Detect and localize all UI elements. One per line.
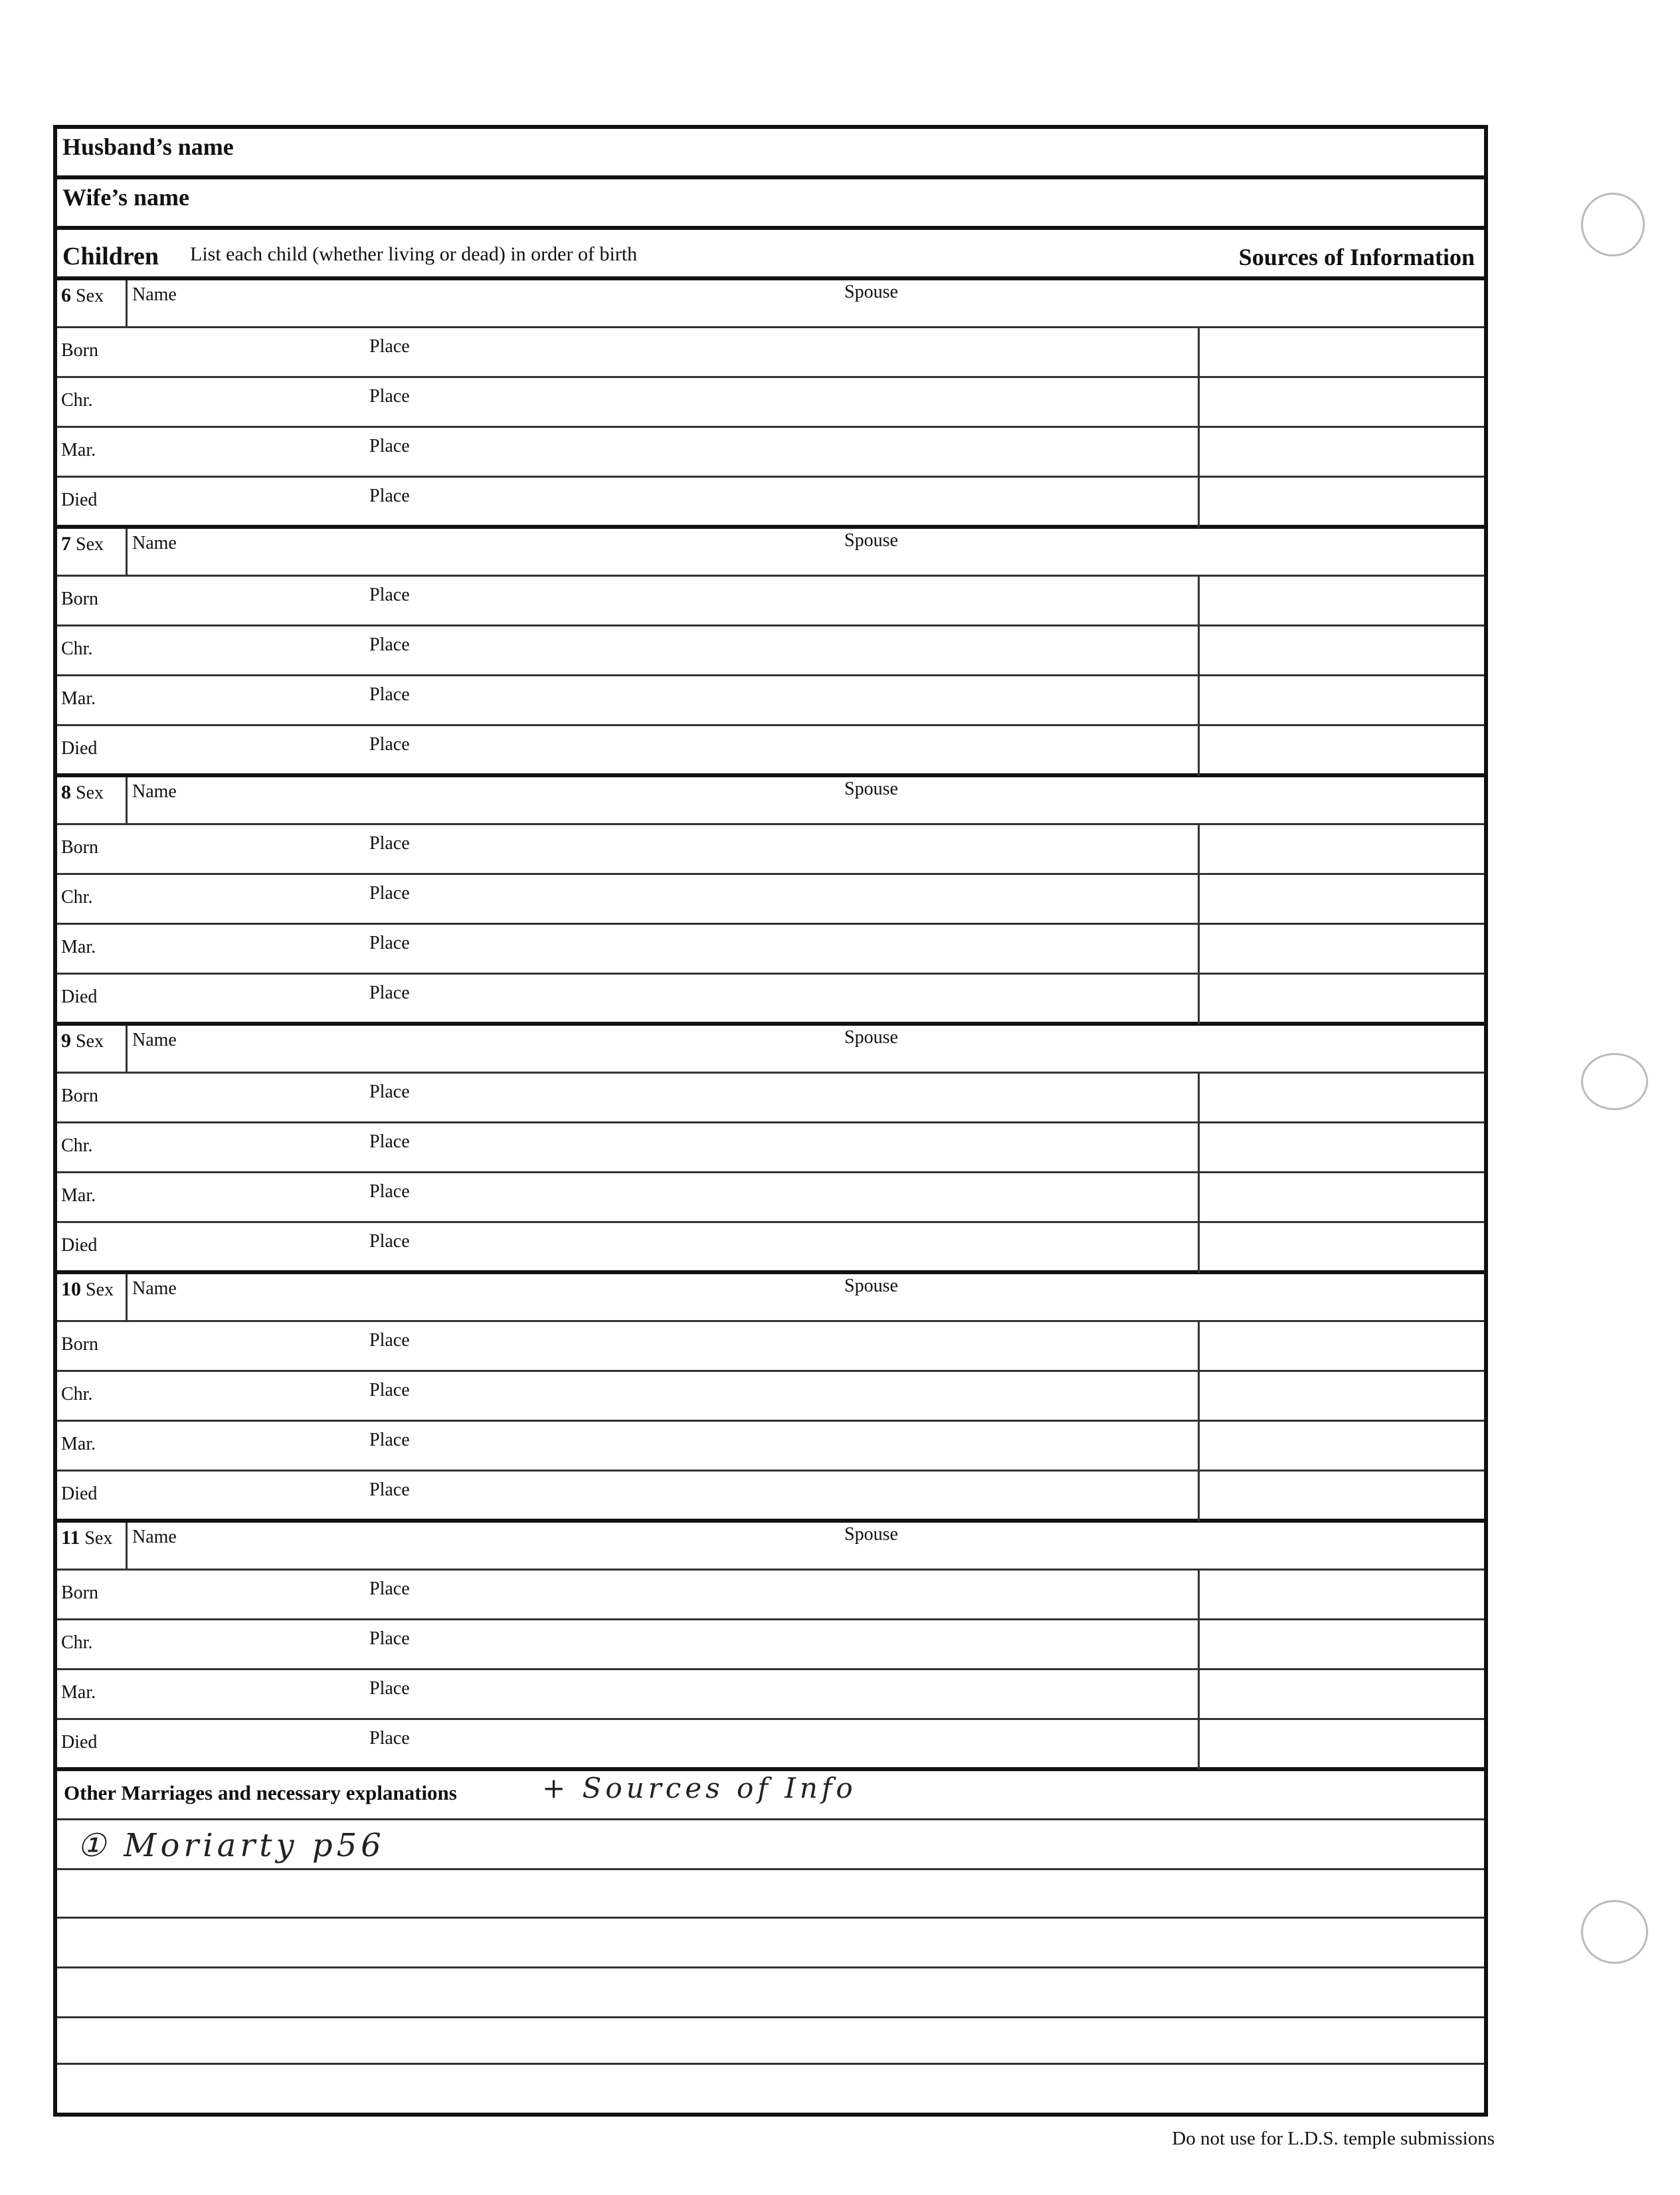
wife-row xyxy=(57,179,1484,230)
place-label: Place xyxy=(369,1231,410,1252)
child-mar-row xyxy=(57,1422,1484,1472)
sources-cell xyxy=(1198,378,1200,426)
sources-cell xyxy=(1198,875,1200,923)
place-label: Place xyxy=(369,684,410,705)
child-mar-row xyxy=(57,925,1484,975)
chr-label: Chr. xyxy=(61,887,93,907)
sources-cell xyxy=(1198,328,1200,376)
explanation-line xyxy=(57,2018,1484,2065)
place-label: Place xyxy=(369,734,410,755)
place-label: Place xyxy=(369,634,410,655)
wife-name-label: Wife’s name xyxy=(62,184,189,211)
explanation-line xyxy=(57,1968,1484,2018)
chr-label: Chr. xyxy=(61,390,93,411)
child-died-row xyxy=(57,1472,1484,1521)
name-label: Name xyxy=(132,533,177,553)
sources-cell xyxy=(1198,1074,1200,1121)
child-block xyxy=(57,777,1484,1026)
born-label: Born xyxy=(61,837,98,858)
child-born-row xyxy=(57,328,1484,378)
place-label: Place xyxy=(369,883,410,904)
child-name-row xyxy=(57,529,1484,577)
spouse-label: Spouse xyxy=(844,530,898,551)
place-label: Place xyxy=(369,1082,410,1102)
child-mar-row xyxy=(57,676,1484,726)
mar-label: Mar. xyxy=(61,1185,96,1206)
other-marriages-header xyxy=(57,1770,1484,1820)
child-chr-row xyxy=(57,378,1484,428)
place-label: Place xyxy=(369,486,410,506)
child-mar-row xyxy=(57,1173,1484,1223)
mar-label: Mar. xyxy=(61,937,96,957)
child-chr-row xyxy=(57,875,1484,925)
place-label: Place xyxy=(369,336,410,357)
child-name-row xyxy=(57,1026,1484,1074)
place-label: Place xyxy=(369,386,410,407)
place-label: Place xyxy=(369,1479,410,1500)
chr-label: Chr. xyxy=(61,1384,93,1404)
place-label: Place xyxy=(369,1131,410,1152)
binder-hole-middle xyxy=(1581,1053,1648,1110)
child-born-row xyxy=(57,1322,1484,1372)
place-label: Place xyxy=(369,1728,410,1749)
children-label: Children xyxy=(62,242,159,270)
sources-of-information-label: Sources of Information xyxy=(1238,244,1475,270)
chr-label: Chr. xyxy=(61,1135,93,1156)
sources-cell xyxy=(1198,478,1200,527)
child-number: 8 Sex xyxy=(61,781,104,803)
sources-cell xyxy=(1198,1670,1200,1718)
died-label: Died xyxy=(61,987,98,1007)
handwritten-sources-note: + Sources of Info xyxy=(542,1772,857,1804)
place-label: Place xyxy=(369,1330,410,1351)
place-label: Place xyxy=(369,1181,410,1202)
child-number: 11 Sex xyxy=(61,1527,113,1549)
child-block xyxy=(57,1523,1484,1771)
binder-hole-bottom xyxy=(1581,1900,1648,1964)
child-mar-row xyxy=(57,1670,1484,1720)
sources-cell xyxy=(1198,1620,1200,1668)
sources-cell xyxy=(1198,975,1200,1024)
died-label: Died xyxy=(61,1732,98,1753)
child-born-row xyxy=(57,1074,1484,1123)
sources-cell xyxy=(1198,626,1200,674)
sources-cell xyxy=(1198,1571,1200,1618)
mar-label: Mar. xyxy=(61,688,96,709)
sex-divider xyxy=(126,1026,128,1074)
explanation-line xyxy=(57,2065,1484,2109)
husband-name-label: Husband’s name xyxy=(62,134,234,160)
child-chr-row xyxy=(57,1123,1484,1173)
born-label: Born xyxy=(61,1582,98,1603)
name-label: Name xyxy=(132,1278,177,1299)
mar-label: Mar. xyxy=(61,1434,96,1454)
child-born-row xyxy=(57,1571,1484,1620)
place-label: Place xyxy=(369,1430,410,1450)
place-label: Place xyxy=(369,585,410,605)
sources-cell xyxy=(1198,428,1200,476)
other-marriages-label: Other Marriages and necessary explanations xyxy=(64,1781,457,1804)
name-label: Name xyxy=(132,781,177,802)
died-label: Died xyxy=(61,1483,98,1504)
handwritten-moriarty-note: ① Moriarty p56 xyxy=(77,1827,385,1864)
spouse-label: Spouse xyxy=(844,1524,898,1545)
child-number: 10 Sex xyxy=(61,1278,114,1300)
family-group-sheet xyxy=(53,125,1488,2117)
sex-divider xyxy=(126,777,128,825)
place-label: Place xyxy=(369,1628,410,1649)
sources-cell xyxy=(1198,1472,1200,1521)
chr-label: Chr. xyxy=(61,638,93,659)
sources-cell xyxy=(1198,1123,1200,1171)
born-label: Born xyxy=(61,589,98,609)
place-label: Place xyxy=(369,933,410,953)
place-label: Place xyxy=(369,1578,410,1599)
child-died-row xyxy=(57,1223,1484,1273)
sex-divider xyxy=(126,529,128,577)
footer-note: Do not use for L.D.S. temple submissions xyxy=(1172,2128,1495,2149)
spouse-label: Spouse xyxy=(844,282,898,302)
child-number: 7 Sex xyxy=(61,533,104,555)
child-block xyxy=(57,1274,1484,1523)
explanation-line xyxy=(57,1919,1484,1968)
child-name-row xyxy=(57,1274,1484,1322)
born-label: Born xyxy=(61,1086,98,1106)
child-died-row xyxy=(57,975,1484,1024)
children-instruction: List each child (whether living or dead) in order of birth xyxy=(190,243,638,265)
died-label: Died xyxy=(61,490,98,510)
sex-divider xyxy=(126,280,128,328)
sources-cell xyxy=(1198,1422,1200,1470)
sources-cell xyxy=(1198,676,1200,724)
name-label: Name xyxy=(132,1030,177,1050)
child-chr-row xyxy=(57,626,1484,676)
name-label: Name xyxy=(132,284,177,305)
child-block xyxy=(57,1026,1484,1274)
child-number: 6 Sex xyxy=(61,284,104,306)
other-marriages-section xyxy=(57,1770,1484,2113)
spouse-label: Spouse xyxy=(844,1276,898,1296)
child-number: 9 Sex xyxy=(61,1030,104,1052)
child-name-row xyxy=(57,280,1484,328)
child-mar-row xyxy=(57,428,1484,478)
place-label: Place xyxy=(369,1678,410,1699)
spouse-label: Spouse xyxy=(844,1027,898,1048)
child-died-row xyxy=(57,1720,1484,1770)
child-block xyxy=(57,529,1484,777)
sources-cell xyxy=(1198,577,1200,624)
sex-divider xyxy=(126,1274,128,1322)
sources-cell xyxy=(1198,825,1200,873)
born-label: Born xyxy=(61,340,98,361)
sources-cell xyxy=(1198,1223,1200,1273)
place-label: Place xyxy=(369,436,410,456)
died-label: Died xyxy=(61,1235,98,1256)
child-block xyxy=(57,280,1484,529)
mar-label: Mar. xyxy=(61,1682,96,1703)
sources-cell xyxy=(1198,1720,1200,1770)
sources-cell xyxy=(1198,925,1200,973)
explanation-line xyxy=(57,1820,1484,1870)
place-label: Place xyxy=(369,833,410,854)
child-chr-row xyxy=(57,1620,1484,1670)
children-header-row xyxy=(57,230,1484,280)
mar-label: Mar. xyxy=(61,440,96,460)
child-born-row xyxy=(57,577,1484,626)
husband-row xyxy=(57,129,1484,179)
child-born-row xyxy=(57,825,1484,875)
explanation-line xyxy=(57,1870,1484,1919)
sources-cell xyxy=(1198,1372,1200,1420)
name-label: Name xyxy=(132,1527,177,1547)
place-label: Place xyxy=(369,1380,410,1400)
child-name-row xyxy=(57,777,1484,825)
sources-cell xyxy=(1198,1173,1200,1221)
chr-label: Chr. xyxy=(61,1632,93,1653)
born-label: Born xyxy=(61,1334,98,1355)
sex-divider xyxy=(126,1523,128,1571)
child-name-row xyxy=(57,1523,1484,1571)
sources-cell xyxy=(1198,1322,1200,1370)
child-chr-row xyxy=(57,1372,1484,1422)
died-label: Died xyxy=(61,738,98,759)
binder-hole-top xyxy=(1581,193,1645,256)
child-died-row xyxy=(57,478,1484,527)
spouse-label: Spouse xyxy=(844,779,898,799)
child-died-row xyxy=(57,726,1484,776)
sources-cell xyxy=(1198,726,1200,776)
place-label: Place xyxy=(369,983,410,1003)
